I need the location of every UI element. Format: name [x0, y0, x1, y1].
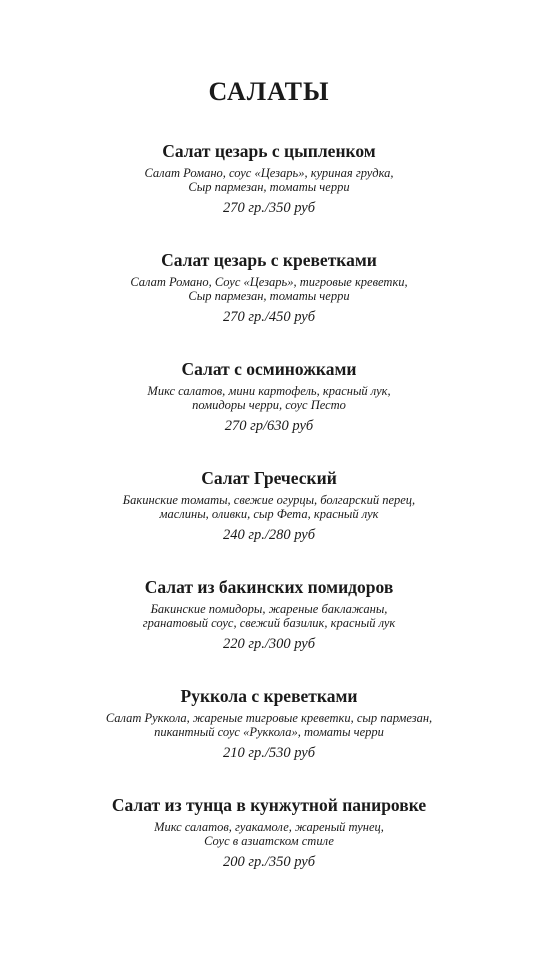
item-price: 240 гр./280 руб: [222, 527, 316, 543]
item-name: Руккола с креветками: [180, 686, 358, 706]
item-description: Микс салатов, мини картофель, красный лук, помидоры черри, соус Песто: [147, 384, 391, 412]
item-description: Салат Руккола, жареные тигровые креветки, сыр пармезан, пикантный соус «Руккола», томаты черри: [105, 711, 433, 739]
item-name: Салат цезарь с креветками: [161, 250, 377, 270]
section-title: САЛАТЫ: [208, 77, 330, 106]
menu-item: [0, 358, 538, 435]
item-name: Салат из бакинских помидоров: [144, 577, 394, 597]
item-description: Бакинские томаты, свежие огурцы, болгарский перец, маслины, оливки, сыр Фета, красный лук: [122, 493, 416, 521]
menu-item: [0, 685, 538, 762]
item-name: Салат Греческий: [201, 468, 337, 488]
item-name: Салат цезарь с цыпленком: [162, 141, 376, 161]
item-name: Салат из тунца в кунжутной панировке: [111, 795, 427, 815]
item-name: Салат с осминожками: [181, 359, 357, 379]
item-description: Салат Романо, соус «Цезарь», куриная грудка, Сыр пармезан, томаты черри: [144, 166, 394, 194]
menu-item: [0, 576, 538, 653]
item-price: 270 гр./450 руб: [222, 309, 316, 325]
item-description: Бакинские помидоры, жареные баклажаны, гранатовый соус, свежий базилик, красный лук: [142, 602, 396, 630]
menu-item: [0, 140, 538, 217]
item-description: Микс салатов, гуакамоле, жареный тунец, Соус в азиатском стиле: [154, 820, 384, 848]
menu-item: [0, 467, 538, 544]
item-description: Салат Романо, Соус «Цезарь», тигровые креветки, Сыр пармезан, томаты черри: [130, 275, 408, 303]
item-price: 210 гр./530 руб: [222, 745, 316, 761]
item-price: 270 гр/630 руб: [224, 418, 314, 434]
menu-item: [0, 249, 538, 326]
item-price: 220 гр./300 руб: [222, 636, 316, 652]
menu-item: [0, 794, 538, 871]
item-price: 270 гр./350 руб: [222, 200, 316, 216]
item-price: 200 гр./350 руб: [222, 854, 316, 870]
